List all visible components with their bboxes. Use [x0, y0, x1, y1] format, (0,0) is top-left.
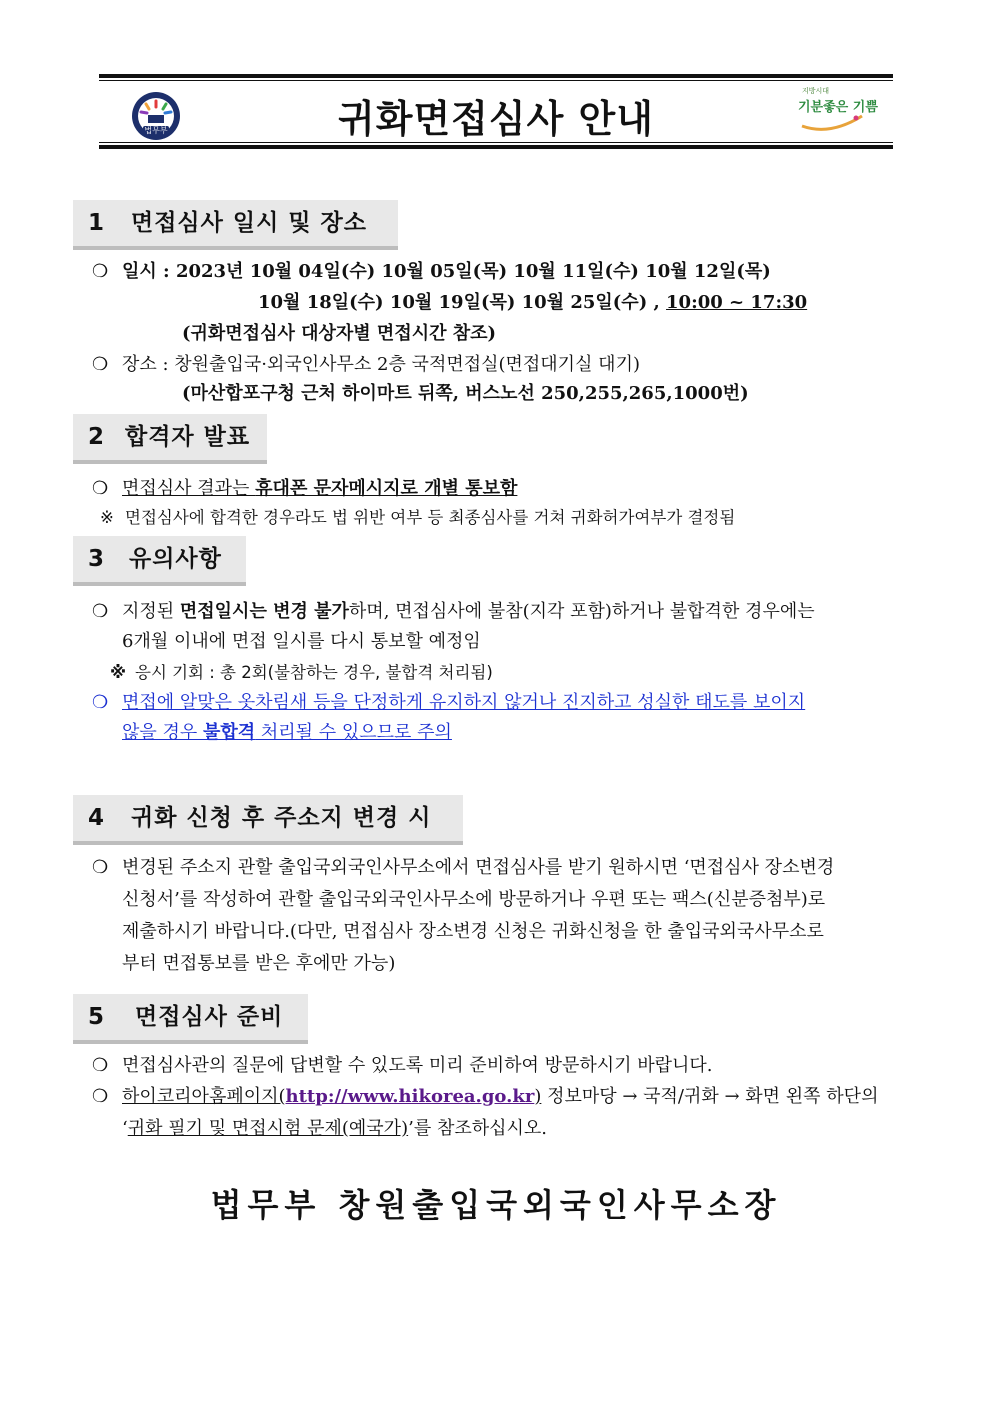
bullet-icon: ❍ [92, 354, 109, 375]
dress-code-line-2 [122, 721, 452, 745]
section-title: 면접심사 준비 [135, 1004, 284, 1030]
section-number: 1 [87, 210, 104, 236]
result-method: 휴대폰 문자메시지로 개별 통보함 [255, 478, 518, 499]
slogan-logo-small: 지방시대 [802, 87, 830, 95]
section-1-header [73, 200, 398, 246]
issuer-signature: 법무부 창원출입국외국인사무소장 [210, 1186, 782, 1224]
dress-code-text-cont: 처리될 수 있으므로 주의 [255, 722, 452, 743]
hikorea-paren: ) [534, 1086, 542, 1107]
section-underline [73, 1040, 308, 1044]
bullet-icon: ❍ [92, 1055, 109, 1076]
section-2-header [73, 414, 267, 460]
bullet-icon: ❍ [92, 478, 109, 499]
address-change-line-1: 변경된 주소지 관할 출입국외국인사무소에서 면접심사를 받기 원하시면 ‘면접심사 장소변경 [122, 857, 835, 878]
note-symbol: ※ [110, 663, 127, 682]
prep-text-end: ’를 참조하십시오. [408, 1118, 547, 1139]
caution-text: 지정된 [122, 601, 180, 622]
dress-code-text: 않을 경우 [122, 722, 203, 743]
address-change-line-4: 부터 면접통보를 받은 후에만 가능) [122, 953, 396, 974]
bullet-icon: ❍ [92, 692, 109, 713]
section-number: 4 [87, 805, 104, 831]
address-change-line-3: 제출하시기 바랍니다.(다만, 면접심사 장소변경 신청은 귀화신청을 한 출입국외국사무소로 [122, 921, 824, 942]
header-top-rule [99, 74, 893, 78]
slogan-logo [796, 86, 878, 138]
slogan-logo-main: 기분좋은 기쁨 [798, 100, 878, 115]
section-number: 5 [87, 1004, 104, 1030]
section-title: 귀화 신청 후 주소지 변경 시 [131, 805, 432, 831]
bullet-icon: ❍ [92, 857, 109, 878]
address-change-line-2: 신청서’를 작성하여 관할 출입국외국인사무소에 방문하거나 우편 또는 팩스(신분증첨부)로 [122, 889, 826, 910]
page-title: 귀화면접심사 안내 [338, 97, 654, 141]
caution-text-cont: 하며, 면접심사에 불참(지각 포함)하거나 불합격한 경우에는 [348, 601, 815, 622]
section-underline [73, 246, 398, 250]
bullet-icon: ❍ [92, 601, 109, 622]
result-text: 면접심사 결과는 [122, 478, 256, 499]
prep-line-1: 면접심사관의 질문에 답변할 수 있도록 미리 준비하여 방문하시기 바랍니다. [122, 1055, 713, 1076]
result-note: 면접심사에 합격한 경우라도 법 위반 여부 등 최종심사를 거쳐 귀화허가여부가 결정됨 [125, 508, 736, 527]
prep-line-2 [122, 1085, 878, 1109]
bullet-icon: ❍ [92, 261, 109, 282]
section-number: 2 [87, 424, 104, 450]
schedule-time: 10:00 ~ 17:30 [666, 292, 808, 313]
location-text: 장소 : 창원출입국·외국인사무소 2층 국적면접실(면접대기실 대기) [122, 354, 640, 375]
section-3-header [73, 536, 246, 582]
note-symbol: ※ [100, 508, 114, 527]
schedule-dates: 일시 : 2023년 10월 04일(수) 10월 05일(목) 10월 11일(수) 10월 12일(목) [122, 261, 771, 282]
section-number: 3 [87, 546, 104, 572]
location-directions: (마산합포구청 근처 하이마트 뒤쪽, 버스노선 250,255,265,1000번) [182, 383, 749, 404]
section-title: 합격자 발표 [125, 424, 251, 450]
section-title: 유의사항 [129, 546, 222, 572]
caution-line-1 [122, 600, 815, 624]
hikorea-link[interactable]: http://www.hikorea.go.kr [285, 1086, 535, 1107]
ministry-logo-text: 법무부 [144, 126, 168, 135]
caution-line-2: 6개월 이내에 면접 일시를 다시 통보할 예정임 [122, 631, 481, 652]
section-5-header [73, 994, 308, 1040]
section-underline [73, 582, 246, 586]
bullet-icon: ❍ [92, 1086, 109, 1107]
attempt-note: 응시 기회 : 총 2회(불참하는 경우, 불합격 처리됨) [135, 663, 493, 682]
schedule-dates-cont [258, 291, 807, 315]
section-underline [73, 460, 267, 464]
section-4-header [73, 795, 463, 841]
caution-emphasis: 면접일시는 변경 불가 [179, 601, 349, 622]
schedule-note: (귀화면접심사 대상자별 면접시간 참조) [182, 323, 497, 344]
section-title: 면접심사 일시 및 장소 [131, 210, 367, 236]
result-announcement [122, 477, 517, 501]
hikorea-label: 하이코리아홈페이지( [122, 1086, 286, 1107]
schedule-dates-extra: 10월 18일(수) 10월 19일(목) 10월 25일(수) , [258, 292, 667, 313]
quote-open: ‘ [122, 1118, 128, 1139]
header-top-rule-thin [99, 80, 893, 81]
hikorea-path: 정보마당 → 국적/귀화 → 화면 왼쪽 하단의 [541, 1086, 879, 1107]
section-underline [73, 841, 463, 845]
dress-code-line-1: 면접에 알맞은 옷차림새 등을 단정하게 유지하지 않거나 진지하고 성실한 태도를 보이지 [122, 692, 806, 713]
prep-line-3 [122, 1117, 547, 1141]
header-bottom-rule [99, 145, 893, 149]
exam-questions-ref: 귀화 필기 및 면접시험 문제(예국가) [127, 1118, 409, 1139]
dress-code-emphasis: 불합격 [203, 722, 256, 743]
